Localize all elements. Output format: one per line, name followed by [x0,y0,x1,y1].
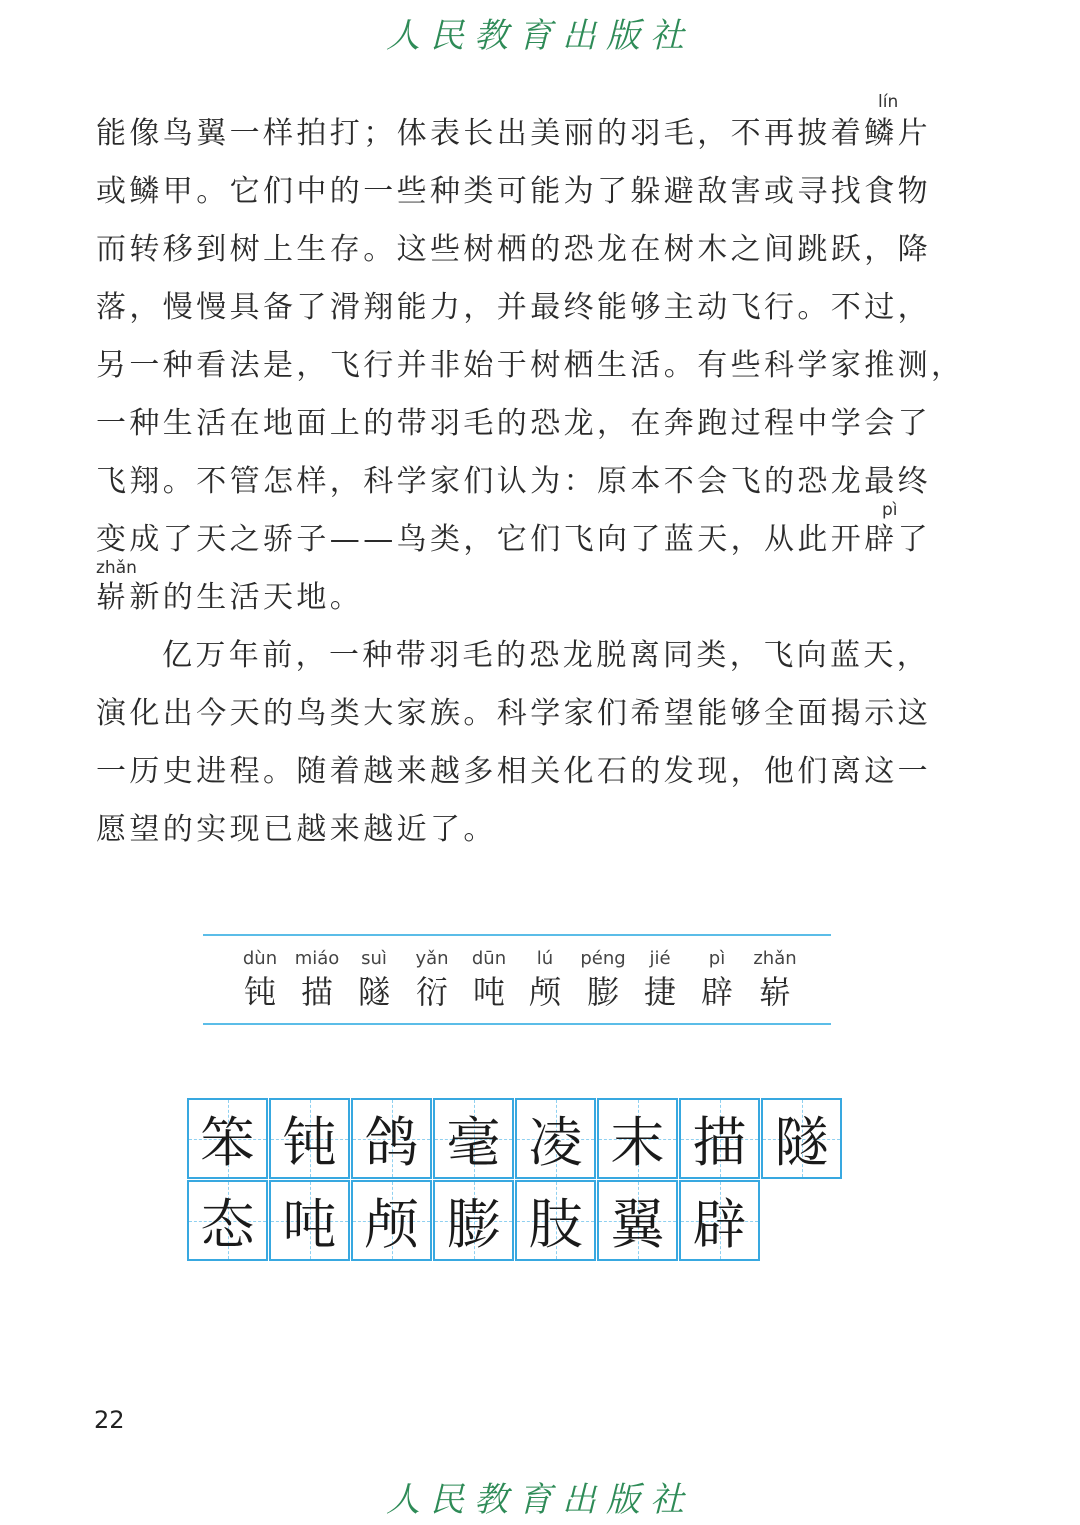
vocab-item [630,946,690,1012]
grid-char: 描 [692,1111,747,1174]
vocab-top-rule [203,934,831,936]
grid-char: 翼 [610,1193,665,1256]
text-line: 落，慢慢具备了滑翔能力，并最终能够主动飞行。不过， [96,290,931,325]
vocab-item [230,946,290,1012]
grid-char: 隧 [774,1111,829,1174]
grid-cell [597,1098,678,1179]
vocab-char: 辟 [700,973,733,1011]
publisher-logo-top: 人民教育出版社 [386,16,694,56]
vocab-item [573,946,633,1012]
grid-char: 膨 [446,1193,501,1256]
grid-cell [269,1098,350,1179]
grid-char: 鸽 [364,1111,419,1174]
vocab-pinyin: dùn [242,948,278,969]
vocab-char: 钝 [243,973,276,1011]
vocab-char: 颅 [528,973,561,1011]
grid-cell [269,1180,350,1261]
vocab-char: 衍 [415,973,448,1011]
publisher-logo-bottom: 人民教育出版社 [386,1480,694,1520]
vocab-pinyin: pì [708,948,726,969]
vocab-pinyin: lú [536,948,554,969]
pinyin-annotation-lin: lín [878,92,899,112]
vocab-char: 捷 [643,973,676,1011]
grid-cell [351,1098,432,1179]
grid-char: 毫 [446,1111,501,1174]
grid-cell [597,1180,678,1261]
grid-cell [187,1098,268,1179]
vocab-item [745,946,805,1012]
vocab-char: 描 [300,973,333,1011]
vocab-pinyin: yǎn [415,948,449,969]
vocab-char: 吨 [472,973,505,1011]
vocab-char: 膨 [586,973,619,1011]
vocab-pinyin: zhǎn [753,948,797,969]
vocab-item [402,946,462,1012]
grid-cell [433,1098,514,1179]
grid-char: 吨 [282,1193,337,1256]
vocab-pinyin: péng [580,948,626,969]
text-line: 崭新的生活天地。 [96,580,364,615]
text-line: 而转移到树上生存。这些树栖的恐龙在树木之间跳跃，降 [96,232,931,267]
page-number: 22 [94,1406,125,1434]
grid-char: 笨 [200,1111,255,1174]
vocab-char: 隧 [357,973,390,1011]
grid-cell [761,1098,842,1179]
grid-cell [351,1180,432,1261]
text-line: 或鳞甲。它们中的一些种类可能为了躲避敌害或寻找食物 [96,174,931,209]
vocab-item [344,946,404,1012]
grid-char: 钝 [282,1111,337,1174]
grid-char: 末 [610,1111,665,1174]
vocab-item [287,946,347,1012]
grid-char: 凌 [528,1111,583,1174]
grid-cell [515,1180,596,1261]
text-line: 愿望的实现已越来越近了。 [96,812,497,847]
grid-char: 颅 [364,1193,419,1256]
text-line: 一种生活在地面上的带羽毛的恐龙，在奔跑过程中学会了 [96,406,931,441]
text-line: 飞翔。不管怎样，科学家们认为：原本不会飞的恐龙最终 [96,464,931,499]
pinyin-annotation-pi: pì [882,500,898,520]
vocab-char: 崭 [758,973,791,1011]
grid-char: 肢 [528,1193,583,1256]
grid-char: 辟 [692,1193,747,1256]
vocab-item [687,946,747,1012]
text-line: 能像鸟翼一样拍打；体表长出美丽的羽毛，不再披着鳞片 [96,116,931,151]
grid-cell [187,1180,268,1261]
text-line: 亿万年前，一种带羽毛的恐龙脱离同类，飞向蓝天， [162,638,931,673]
grid-cell [679,1180,760,1261]
text-line: 演化出今天的鸟类大家族。科学家们希望能够全面揭示这 [96,696,931,731]
text-line: 另一种看法是，飞行并非始于树栖生活。有些科学家推测， [96,348,965,383]
vocab-pinyin: jié [649,948,671,969]
vocab-item [459,946,519,1012]
vocab-pinyin: miáo [294,948,340,969]
vocab-item [515,946,575,1012]
vocab-bottom-rule [203,1023,831,1025]
vocab-pinyin: dūn [471,948,507,969]
grid-char: 态 [200,1193,255,1256]
grid-cell [679,1098,760,1179]
vocab-pinyin: suì [361,948,387,969]
pinyin-annotation-zhan: zhǎn [96,558,137,578]
text-line: 一历史进程。随着越来越多相关化石的发现，他们离这一 [96,754,931,789]
grid-cell [433,1180,514,1261]
text-line: 变成了天之骄子——鸟类，它们飞向了蓝天，从此开辟了 [96,522,931,557]
grid-cell [515,1098,596,1179]
